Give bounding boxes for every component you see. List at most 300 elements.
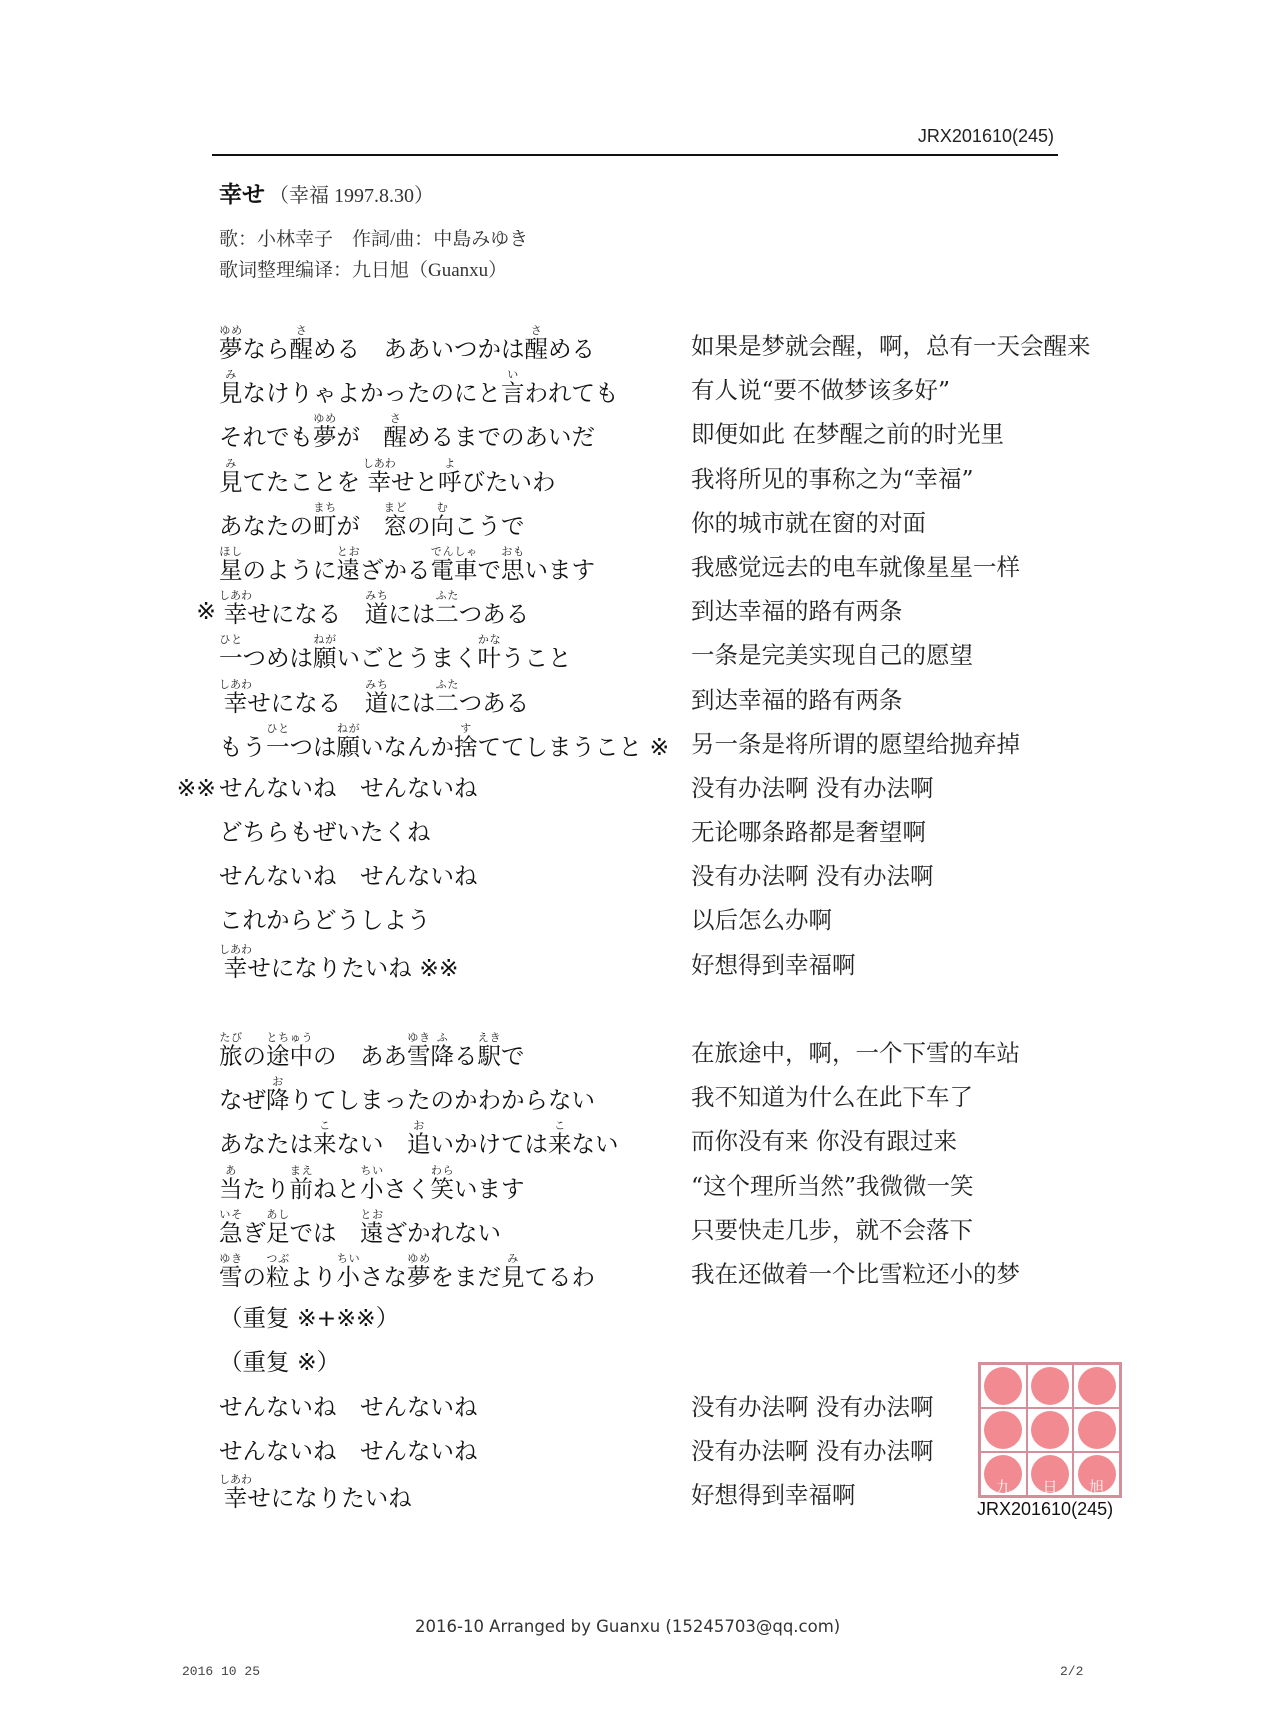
lyric-row bbox=[219, 501, 1119, 545]
chinese-translation: 我不知道为什么在此下车了 bbox=[691, 1083, 973, 1112]
kana-text: これからどうしよう bbox=[219, 906, 431, 935]
chinese-translation: 而你没有来 你没有跟过来 bbox=[691, 1127, 957, 1156]
lyric-row bbox=[219, 678, 1119, 722]
furigana: まど bbox=[383, 500, 407, 514]
japanese-line bbox=[219, 1031, 525, 1078]
kanji-with-furigana bbox=[430, 500, 455, 540]
furigana: よ bbox=[437, 456, 462, 470]
furigana: い bbox=[501, 368, 525, 382]
furigana: ほし bbox=[219, 544, 243, 558]
stamp-cell bbox=[1073, 1408, 1120, 1452]
kanji: 前 bbox=[289, 1174, 313, 1203]
furigana: さ bbox=[524, 324, 548, 337]
kanji-with-furigana bbox=[430, 1031, 455, 1070]
lyric-row bbox=[196, 589, 1119, 633]
chinese-translation: 到达幸福的路有两条 bbox=[691, 685, 903, 714]
kana-text: あなたの bbox=[219, 511, 313, 540]
japanese-line bbox=[219, 1340, 340, 1384]
kanji: 夢 bbox=[407, 1262, 431, 1291]
kanji: 道 bbox=[364, 688, 389, 717]
furigana: さ bbox=[289, 324, 313, 337]
kanji-with-furigana bbox=[501, 544, 525, 584]
lyric-row bbox=[219, 1252, 1119, 1296]
furigana: ねが bbox=[336, 721, 360, 735]
kana-text: のように bbox=[242, 555, 337, 584]
lyric-row bbox=[219, 1119, 1119, 1163]
furigana: つぶ bbox=[266, 1251, 290, 1265]
chinese-translation: 没有办法啊 没有办法啊 bbox=[691, 862, 934, 891]
kanji: 小 bbox=[336, 1262, 360, 1291]
furigana: たび bbox=[219, 1031, 243, 1044]
chinese-translation: 以后怎么办啊 bbox=[691, 906, 832, 935]
furigana: ふた bbox=[435, 677, 459, 691]
japanese-line bbox=[219, 722, 669, 769]
lyrics-section bbox=[176, 324, 1119, 987]
furigana: とお bbox=[360, 1207, 384, 1221]
kanji: 夢 bbox=[313, 423, 337, 452]
stamp-character: 旭 bbox=[1089, 1478, 1105, 1496]
stamp-circle-icon bbox=[1031, 1367, 1069, 1405]
furigana: む bbox=[430, 500, 454, 514]
kanji: 願 bbox=[336, 732, 360, 761]
furigana: おも bbox=[501, 544, 525, 558]
kanji: 叶 bbox=[477, 644, 501, 673]
kana-text: てたことを bbox=[242, 467, 368, 496]
kanji-with-furigana bbox=[219, 1472, 252, 1512]
japanese-line bbox=[219, 1119, 619, 1166]
kanji: 足 bbox=[266, 1218, 290, 1247]
furigana: ゆき bbox=[219, 1251, 243, 1265]
title-japanese: 幸せ bbox=[219, 182, 265, 208]
kanji: 見 bbox=[219, 467, 243, 496]
kanji-with-furigana bbox=[289, 324, 314, 363]
furigana: み bbox=[219, 456, 243, 470]
stamp-cell bbox=[1073, 1452, 1120, 1496]
kanji-with-furigana bbox=[266, 1075, 290, 1115]
stamp-cell bbox=[980, 1452, 1027, 1496]
kana-text: ててしまうこと ※ bbox=[477, 732, 670, 761]
song-title bbox=[219, 178, 434, 214]
kanji-with-furigana bbox=[266, 1031, 313, 1070]
kanji-with-furigana bbox=[364, 677, 389, 717]
kanji-with-furigana bbox=[219, 1207, 243, 1247]
stamp-cell bbox=[1027, 1452, 1074, 1496]
stamp-cell bbox=[980, 1408, 1027, 1452]
furigana: お bbox=[407, 1119, 431, 1133]
furigana: こ bbox=[548, 1119, 572, 1133]
kana-text: ざかる bbox=[360, 555, 431, 584]
lyric-row bbox=[219, 545, 1119, 589]
chinese-translation: 你的城市就在窗的对面 bbox=[691, 508, 926, 537]
kanji: 雪 bbox=[407, 1042, 431, 1070]
kanji: 粒 bbox=[266, 1262, 290, 1291]
kanji-with-furigana bbox=[454, 721, 478, 761]
kana-text: びたいわ bbox=[461, 467, 556, 496]
lyric-row bbox=[219, 457, 1119, 501]
kanji: 願 bbox=[313, 644, 337, 673]
kanji-with-furigana bbox=[437, 456, 462, 496]
kana-text: われても bbox=[524, 379, 619, 408]
kanji-with-furigana bbox=[548, 1119, 572, 1159]
kana-text: ない bbox=[336, 1130, 407, 1159]
furigana: ゆめ bbox=[313, 412, 337, 426]
kanji: 思 bbox=[501, 555, 525, 584]
kanji: 夢 bbox=[219, 335, 243, 363]
kanji-with-furigana bbox=[383, 500, 408, 540]
kana-text: なけりゃよかったのにと bbox=[242, 379, 501, 408]
stamp-circle-icon bbox=[1031, 1411, 1069, 1449]
furigana: ねが bbox=[313, 633, 337, 647]
japanese-line bbox=[219, 898, 431, 942]
kanji-with-furigana bbox=[336, 1251, 361, 1291]
kana-text: （重复 ※+※※） bbox=[219, 1304, 400, 1333]
furigana: とちゅう bbox=[266, 1031, 313, 1044]
furigana: わら bbox=[430, 1163, 454, 1177]
lyric-row bbox=[219, 368, 1119, 412]
footer-credit: 2016-10 Arranged by Guanxu (15245703@qq.com) bbox=[415, 1617, 841, 1636]
furigana: ふた bbox=[435, 589, 459, 603]
kana-text: います bbox=[454, 1174, 525, 1203]
kanji: 当 bbox=[219, 1174, 243, 1203]
japanese-line bbox=[219, 368, 619, 415]
furigana: ゆき bbox=[407, 1031, 431, 1044]
kana-text: る bbox=[454, 1042, 478, 1070]
kana-text: ない bbox=[571, 1130, 619, 1159]
kanji: 来 bbox=[313, 1130, 337, 1159]
kana-text: あなたは bbox=[219, 1130, 313, 1159]
kanji: 雪 bbox=[219, 1262, 243, 1291]
kanji: 降 bbox=[430, 1042, 454, 1070]
japanese-line bbox=[219, 810, 431, 854]
furigana: まち bbox=[313, 500, 337, 514]
kana-text: せんないね せんないね bbox=[219, 773, 478, 802]
chinese-translation: 好想得到幸福啊 bbox=[691, 1480, 856, 1509]
chinese-translation: 好想得到幸福啊 bbox=[691, 950, 856, 979]
kanji: 電車 bbox=[430, 555, 478, 584]
stamp-code: JRX201610(245) bbox=[977, 1499, 1114, 1519]
furigana: お bbox=[266, 1075, 290, 1089]
kanji: 醒 bbox=[524, 335, 548, 363]
kanji-with-furigana bbox=[435, 677, 459, 717]
page-number: 2/2 bbox=[1060, 1664, 1084, 1679]
kana-text: では bbox=[289, 1218, 360, 1247]
furigana: でんしゃ bbox=[430, 544, 478, 558]
kana-text: ぎ bbox=[242, 1218, 266, 1247]
stamp-circle-icon bbox=[1078, 1411, 1116, 1449]
furigana: さ bbox=[383, 412, 407, 426]
kanji: 急 bbox=[219, 1218, 243, 1247]
chinese-translation: 我感觉远去的电车就像星星一样 bbox=[691, 552, 1020, 581]
repeat-marker: ※※ bbox=[176, 773, 216, 802]
kanji: 幸 bbox=[219, 600, 252, 629]
kana-text: が bbox=[336, 511, 384, 540]
kanji-with-furigana bbox=[360, 1207, 384, 1247]
kanji: 道 bbox=[364, 600, 389, 629]
kanji-with-furigana bbox=[219, 324, 243, 363]
furigana: まえ bbox=[289, 1163, 313, 1177]
lyric-row bbox=[219, 412, 1119, 456]
kana-text: せになる bbox=[247, 688, 365, 717]
furigana: とお bbox=[336, 544, 360, 558]
kanji: 遠 bbox=[336, 555, 360, 584]
lyric-row bbox=[219, 324, 1119, 368]
kana-text: どちらもぜいたくね bbox=[219, 818, 431, 847]
kana-text: てるわ bbox=[524, 1262, 595, 1291]
furigana: こ bbox=[313, 1119, 337, 1133]
stamp-cell bbox=[1027, 1364, 1074, 1408]
furigana: ひと bbox=[266, 721, 290, 735]
furigana: み bbox=[219, 368, 243, 382]
chinese-translation: 如果是梦就会醒，啊，总有一天会醒来 bbox=[691, 332, 1091, 360]
furigana: しあわ bbox=[219, 589, 252, 603]
kanji-with-furigana bbox=[477, 1031, 502, 1070]
furigana: ゆめ bbox=[407, 1251, 431, 1265]
kana-text: います bbox=[524, 555, 595, 584]
kana-text: つは bbox=[289, 732, 337, 761]
furigana: かな bbox=[477, 633, 501, 647]
kana-text: には bbox=[388, 688, 436, 717]
japanese-line bbox=[219, 633, 572, 680]
japanese-line bbox=[219, 501, 525, 548]
furigana: しあわ bbox=[219, 942, 252, 956]
japanese-line bbox=[219, 457, 555, 504]
kanji: 捨 bbox=[454, 732, 478, 761]
furigana: えき bbox=[477, 1031, 501, 1044]
kanji: 降 bbox=[266, 1086, 290, 1115]
lyric-row bbox=[219, 943, 1119, 987]
chinese-translation: 没有办法啊 没有办法啊 bbox=[691, 1392, 934, 1421]
kanji: 向 bbox=[430, 511, 454, 540]
kana-text: もう bbox=[219, 732, 266, 761]
kana-text: （重复 ※） bbox=[219, 1348, 341, 1377]
furigana: みち bbox=[364, 589, 389, 603]
chinese-translation: 无论哪条路都是奢望啊 bbox=[691, 818, 926, 847]
stamp-cell bbox=[980, 1364, 1027, 1408]
japanese-line bbox=[219, 1164, 525, 1211]
title-subtitle: （幸福 1997.8.30） bbox=[269, 185, 434, 207]
kanji: 小 bbox=[360, 1174, 384, 1203]
chinese-translation: 只要快走几步，就不会落下 bbox=[691, 1215, 973, 1244]
kana-text: なぜ bbox=[219, 1086, 266, 1115]
kanji-with-furigana bbox=[313, 412, 337, 452]
kanji: 幸 bbox=[219, 688, 252, 717]
kanji: 二 bbox=[435, 688, 459, 717]
chinese-translation: “这个理所当然”我微微一笑 bbox=[691, 1171, 974, 1200]
kanji-with-furigana bbox=[524, 324, 549, 363]
lyrics-body bbox=[176, 324, 1119, 1517]
japanese-line bbox=[219, 854, 478, 898]
chinese-translation: 我将所见的事称之为“幸福” bbox=[691, 464, 974, 493]
japanese-line bbox=[219, 678, 529, 725]
kanji-with-furigana bbox=[364, 589, 389, 629]
kanji-with-furigana bbox=[336, 721, 361, 761]
furigana: あし bbox=[266, 1207, 290, 1221]
chinese-translation: 即便如此 在梦醒之前的时光里 bbox=[691, 420, 1004, 449]
kanji-with-furigana bbox=[383, 412, 408, 452]
lyric-row bbox=[219, 854, 1119, 898]
kanji-with-furigana bbox=[313, 500, 337, 540]
kanji: 来 bbox=[548, 1130, 572, 1159]
kana-text: なら bbox=[242, 335, 290, 363]
lyric-row bbox=[219, 633, 1119, 677]
kanji-with-furigana bbox=[313, 1119, 337, 1159]
japanese-line bbox=[219, 943, 459, 990]
kanji-with-furigana bbox=[336, 544, 361, 584]
document-code: JRX201610(245) bbox=[917, 126, 1054, 146]
kana-text: める bbox=[548, 335, 595, 363]
kanji: 見 bbox=[219, 379, 243, 408]
lyric-row bbox=[219, 1075, 1119, 1119]
japanese-line bbox=[176, 766, 478, 810]
kanji-with-furigana bbox=[219, 942, 252, 982]
kanji-with-furigana bbox=[219, 633, 243, 673]
kanji: 窓 bbox=[383, 511, 407, 540]
kanji-with-furigana bbox=[219, 1031, 243, 1070]
kanji-with-furigana bbox=[219, 456, 243, 496]
seal-stamp bbox=[978, 1362, 1122, 1498]
furigana: しあわ bbox=[219, 677, 252, 691]
chinese-translation: 在旅途中，啊，一个下雪的车站 bbox=[691, 1039, 1020, 1067]
kana-text: それでも bbox=[219, 423, 313, 452]
kanji-with-furigana bbox=[407, 1031, 431, 1070]
kana-text: で bbox=[477, 555, 501, 584]
credits-translator: 歌词整理编译：九日旭（Guanxu） bbox=[219, 260, 508, 281]
japanese-line bbox=[219, 1473, 412, 1520]
kana-text: せんないね せんないね bbox=[219, 1436, 478, 1465]
stamp-cell bbox=[1073, 1364, 1120, 1408]
repeat-marker: ※ bbox=[196, 597, 216, 626]
lyric-row bbox=[219, 722, 1119, 766]
lyric-row bbox=[219, 1208, 1119, 1252]
kanji: 二 bbox=[435, 600, 459, 629]
furigana: ちい bbox=[336, 1251, 360, 1265]
kanji: 醒 bbox=[289, 335, 313, 363]
kanji-with-furigana bbox=[477, 633, 502, 673]
japanese-line bbox=[219, 1075, 595, 1122]
kana-text: うこと bbox=[501, 644, 572, 673]
kanji-with-furigana bbox=[219, 368, 243, 408]
kanji: 笑 bbox=[430, 1174, 454, 1203]
furigana: み bbox=[501, 1251, 525, 1265]
kanji: 幸 bbox=[362, 467, 396, 496]
japanese-line bbox=[219, 324, 595, 371]
chinese-translation: 到达幸福的路有两条 bbox=[691, 597, 903, 626]
kana-text: ざかれない bbox=[383, 1218, 501, 1247]
kanji-with-furigana bbox=[360, 1163, 384, 1203]
kanji: 駅 bbox=[477, 1042, 501, 1070]
kana-text: める ああいつかは bbox=[313, 335, 525, 363]
kanji: 途中 bbox=[266, 1042, 313, 1070]
lyric-row bbox=[219, 1164, 1119, 1208]
kana-text: せになる bbox=[247, 600, 365, 629]
chinese-translation: 我在还做着一个比雪粒还小的梦 bbox=[691, 1259, 1020, 1288]
kanji: 追 bbox=[407, 1130, 431, 1159]
kanji-with-furigana bbox=[501, 368, 525, 408]
kana-text: で bbox=[501, 1042, 525, 1070]
kana-text: の ああ bbox=[313, 1042, 407, 1070]
kanji: 一 bbox=[266, 732, 290, 761]
kana-text: さく bbox=[383, 1174, 431, 1203]
chinese-translation: 没有办法啊 没有办法啊 bbox=[691, 773, 934, 802]
kanji-with-furigana bbox=[266, 721, 290, 761]
japanese-line bbox=[219, 1208, 501, 1255]
kana-text: さな bbox=[360, 1262, 407, 1291]
kana-text: の bbox=[407, 511, 431, 540]
kanji-with-furigana bbox=[501, 1251, 525, 1291]
lyric-row bbox=[219, 1296, 1119, 1340]
japanese-line bbox=[219, 1429, 478, 1473]
kana-text: せになりたいね ※※ bbox=[247, 953, 459, 982]
kana-text: の bbox=[242, 1262, 266, 1291]
japanese-line bbox=[219, 412, 595, 459]
kana-text: より bbox=[289, 1262, 337, 1291]
chinese-translation: 没有办法啊 没有办法啊 bbox=[691, 1436, 934, 1465]
kanji-with-furigana bbox=[313, 633, 337, 673]
furigana: しあわ bbox=[362, 456, 396, 470]
kana-text: の bbox=[242, 1042, 266, 1070]
chinese-translation: 一条是完美实现自己的愿望 bbox=[691, 641, 973, 670]
kanji-with-furigana bbox=[219, 677, 252, 717]
kanji-with-furigana bbox=[266, 1251, 290, 1291]
japanese-line bbox=[219, 1296, 399, 1340]
kanji: 幸 bbox=[219, 953, 252, 982]
kana-text: ねと bbox=[313, 1174, 360, 1203]
kanji: 呼 bbox=[437, 467, 462, 496]
kanji-with-furigana bbox=[219, 589, 252, 629]
furigana: みち bbox=[364, 677, 389, 691]
kanji: 遠 bbox=[360, 1218, 384, 1247]
kanji-with-furigana bbox=[435, 589, 459, 629]
kanji: 星 bbox=[219, 555, 243, 584]
kanji: 見 bbox=[501, 1262, 525, 1291]
kana-text: せと bbox=[390, 467, 438, 496]
kanji-with-furigana bbox=[430, 544, 478, 584]
kana-text: たり bbox=[242, 1174, 290, 1203]
stamp-circle-icon bbox=[984, 1367, 1022, 1405]
furigana: ちい bbox=[360, 1163, 384, 1177]
kanji: 旅 bbox=[219, 1042, 243, 1070]
stamp-character: 九 bbox=[995, 1478, 1011, 1496]
kana-text: が bbox=[336, 423, 384, 452]
lyric-row bbox=[176, 766, 1119, 810]
kanji: 町 bbox=[313, 511, 337, 540]
kana-text: つめは bbox=[242, 644, 313, 673]
kana-text: りてしまったのかわからない bbox=[289, 1086, 595, 1115]
lyric-row bbox=[219, 898, 1119, 942]
furigana: あ bbox=[219, 1163, 243, 1177]
lyric-row bbox=[219, 1031, 1119, 1075]
kana-text: せんないね せんないね bbox=[219, 1392, 478, 1421]
japanese-line bbox=[219, 1385, 478, 1429]
kanji: 醒 bbox=[383, 423, 407, 452]
stamp-cell bbox=[1027, 1408, 1074, 1452]
japanese-line bbox=[196, 589, 530, 636]
kanji: 一 bbox=[219, 644, 243, 673]
kanji-with-furigana bbox=[219, 544, 243, 584]
kanji-with-furigana bbox=[407, 1251, 431, 1291]
kana-text: めるまでのあいだ bbox=[407, 423, 595, 452]
kana-text: つある bbox=[458, 688, 530, 717]
credits-singer-composer: 歌：小林幸子 作詞/曲：中島みゆき bbox=[219, 229, 529, 250]
furigana: ひと bbox=[219, 633, 243, 647]
kana-text: せになりたいね bbox=[247, 1483, 412, 1512]
kanji-with-furigana bbox=[430, 1163, 455, 1203]
kanji: 言 bbox=[501, 379, 525, 408]
print-date: 2016 10 25 bbox=[182, 1664, 261, 1679]
kanji-with-furigana bbox=[289, 1163, 314, 1203]
furigana: いそ bbox=[219, 1207, 243, 1221]
stamp-character: 日 bbox=[1042, 1478, 1058, 1496]
